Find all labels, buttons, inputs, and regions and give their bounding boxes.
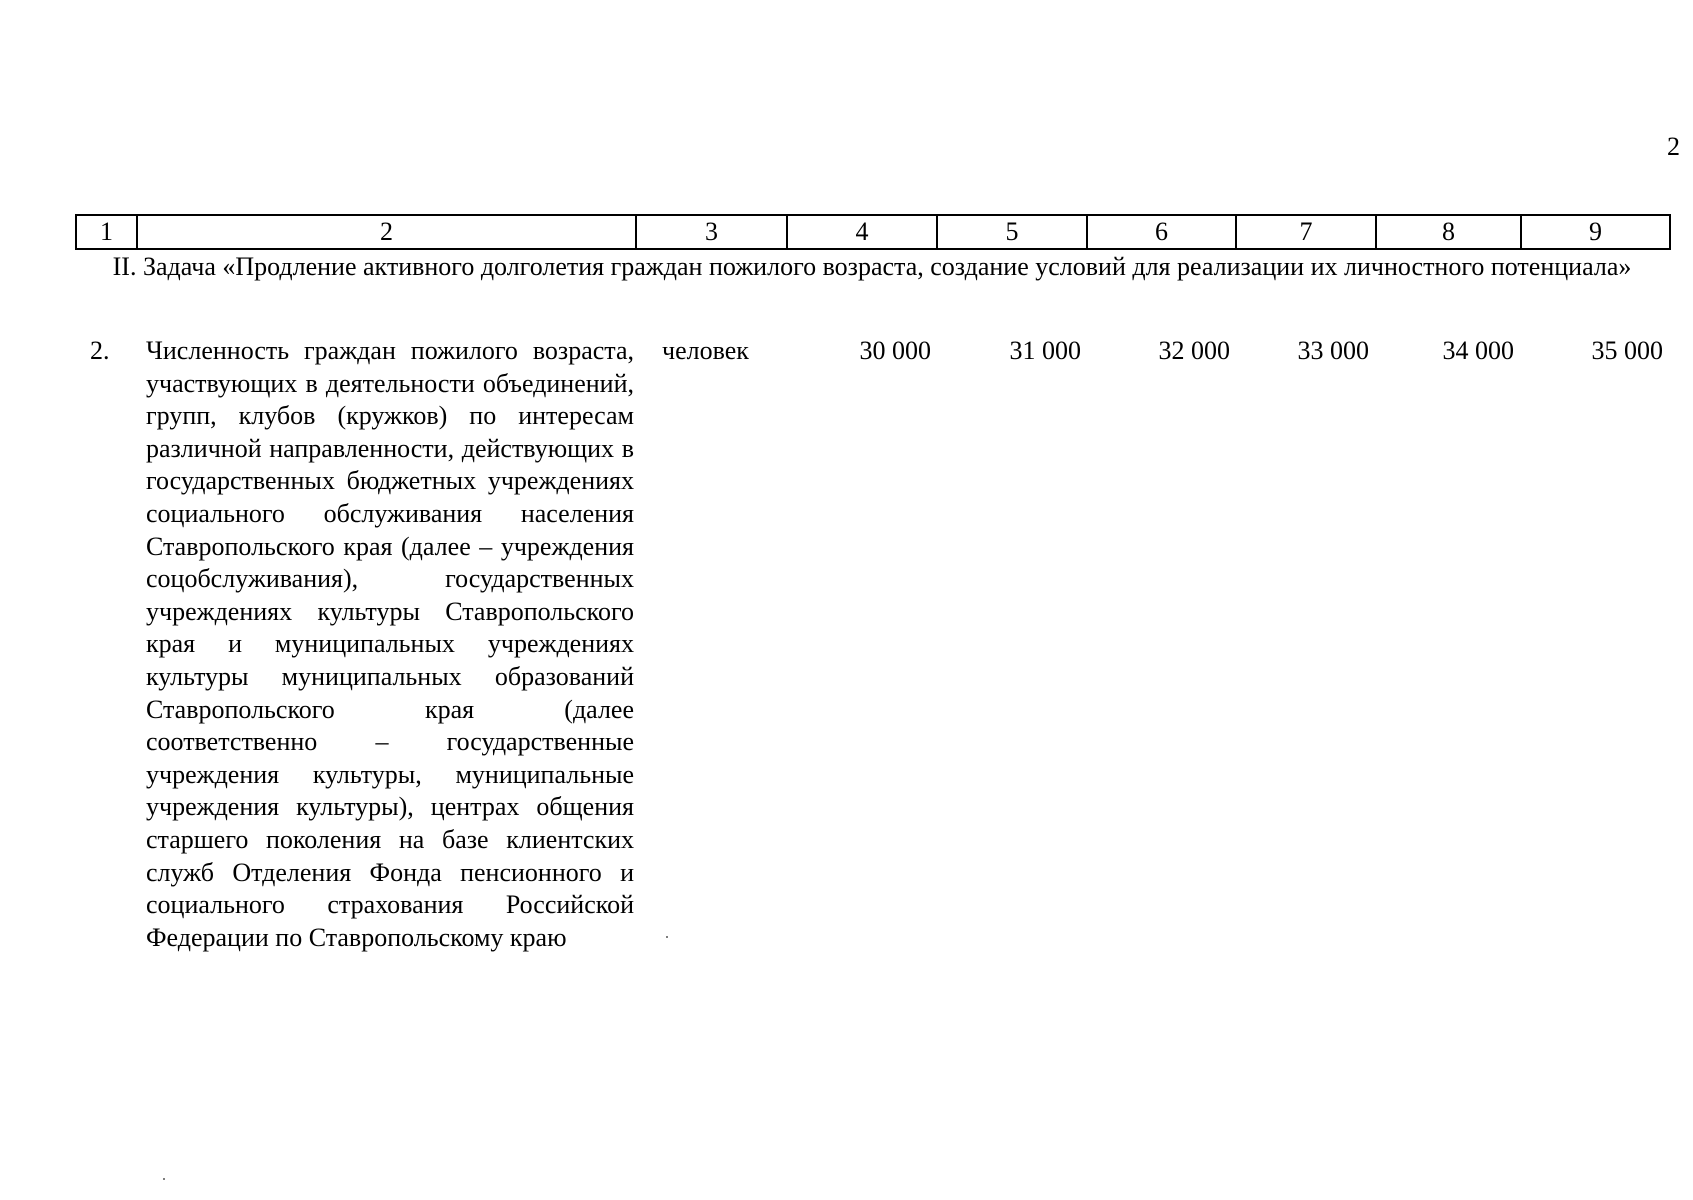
column-numbers-header — [75, 214, 1671, 250]
row-value-col-5: 31 000 — [1009, 336, 1081, 365]
header-col-6: 6 — [1087, 215, 1236, 249]
section-title: II. Задача «Продление активного долголетия граждан пожилого возраста, создание условий для реализации их личностного потенциала» — [112, 252, 1632, 281]
header-col-5: 5 — [937, 215, 1087, 249]
row-value-col-9: 35 000 — [1591, 336, 1663, 365]
row-number: 2. — [90, 336, 110, 365]
scan-speck — [163, 1178, 165, 1180]
header-col-8: 8 — [1376, 215, 1521, 249]
row-value-col-6: 32 000 — [1158, 336, 1230, 365]
row-value-col-8: 34 000 — [1442, 336, 1514, 365]
header-col-7: 7 — [1236, 215, 1376, 249]
row-value-col-7: 33 000 — [1297, 336, 1369, 365]
header-col-2: 2 — [137, 215, 636, 249]
header-col-1: 1 — [76, 215, 137, 249]
scan-speck — [666, 936, 668, 938]
header-col-4: 4 — [787, 215, 937, 249]
header-col-3: 3 — [636, 215, 787, 249]
row-unit: человек — [662, 336, 749, 365]
row-value-col-4: 30 000 — [859, 336, 931, 365]
header-row — [76, 215, 1670, 249]
page-number: 2 — [1667, 132, 1680, 161]
header-col-9: 9 — [1521, 215, 1670, 249]
row-description: Численность граждан пожилого возраста, участвующих в деятельности объединений, групп, клубов (кружков) по интересам различной направленности, действующих в государственных бюджетных учреждениях социального обслуживания населения Ставропольского края (далее – учреждения соцобслуживания), государственных учреждениях культуры Ставропольского края и муниципальных учреждениях культуры муниципальных образований Ставропольского края (далее соответственно – государственные учреждения культуры, муниципальные учреждения культуры), центрах общения старшего поколения на базе клиентских служб Отделения Фонда пенсионного и социального страхования Российской Федерации по Ставропольскому краю — [146, 336, 634, 952]
